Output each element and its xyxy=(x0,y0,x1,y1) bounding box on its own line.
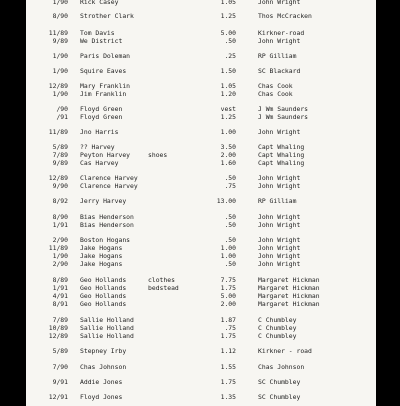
entry-amount: 13.00 xyxy=(216,197,236,205)
entry-date: 9/91 xyxy=(52,378,68,386)
entry-amount: 1.25 xyxy=(220,12,236,20)
entry-name: Chas Johnson xyxy=(80,363,127,371)
entry-name: Geo Hollands xyxy=(80,276,127,284)
ledger-row xyxy=(26,284,376,292)
entry-amount: .50 xyxy=(224,37,236,45)
entry-amount: 2.00 xyxy=(220,300,236,308)
entry-name: Floyd Jones xyxy=(80,393,123,401)
entry-payee: Capt Whaling xyxy=(258,143,305,151)
entry-payee: Kirkner - road xyxy=(258,347,312,355)
entry-payee: RP Gilliam xyxy=(258,197,297,205)
entry-name: Boston Hogans xyxy=(80,236,131,244)
entry-name: Sallie Holland xyxy=(80,316,134,324)
entry-payee: John Wright xyxy=(258,252,301,260)
ledger-row xyxy=(26,213,376,221)
entry-amount: .25 xyxy=(224,52,236,60)
entry-name: Clarence Harvey xyxy=(80,182,138,190)
entry-payee: J Wm Saunders xyxy=(258,113,309,121)
entry-payee: Chas Cook xyxy=(258,82,293,90)
entry-date: 1/91 xyxy=(52,221,68,229)
entry-date: 11/89 xyxy=(48,244,68,252)
entry-amount: 1.35 xyxy=(220,393,236,401)
entry-date: 1/90 xyxy=(52,252,68,260)
entry-amount: 3.50 xyxy=(220,143,236,151)
ledger-row xyxy=(26,252,376,260)
entry-date: 1/90 xyxy=(52,67,68,75)
entry-name: Strother Clark xyxy=(80,12,134,20)
entry-amount: .50 xyxy=(224,174,236,182)
entry-name: Sallie Holland xyxy=(80,324,134,332)
entry-amount: 1.00 xyxy=(220,252,236,260)
ledger-row xyxy=(26,324,376,332)
ledger-row xyxy=(26,363,376,371)
ledger-row xyxy=(26,29,376,37)
entry-name: Clarence Harvey xyxy=(80,174,138,182)
ledger-row xyxy=(26,236,376,244)
entry-name: Sallie Holland xyxy=(80,332,134,340)
entry-date: 9/90 xyxy=(52,182,68,190)
entry-name: Jake Hogans xyxy=(80,244,123,252)
entry-name: Bias Henderson xyxy=(80,213,134,221)
entry-date: 8/90 xyxy=(52,213,68,221)
entry-payee: John Wright xyxy=(258,221,301,229)
ledger-row xyxy=(26,113,376,121)
entry-amount: .75 xyxy=(224,182,236,190)
entry-payee: Margaret Hickman xyxy=(258,300,320,308)
entry-payee: Margaret Hickman xyxy=(258,276,320,284)
entry-note: bedstead xyxy=(148,284,179,292)
entry-date: 8/89 xyxy=(52,276,68,284)
entry-amount: .50 xyxy=(224,236,236,244)
entry-amount: 1.50 xyxy=(220,67,236,75)
entry-date: 12/89 xyxy=(48,174,68,182)
entry-amount: 1.87 xyxy=(220,316,236,324)
entry-date: 7/89 xyxy=(52,316,68,324)
entry-amount: 1.00 xyxy=(220,244,236,252)
entry-payee: John Wright xyxy=(258,236,301,244)
entry-date: 2/90 xyxy=(52,236,68,244)
entry-payee: C Chumbley xyxy=(258,332,297,340)
entry-name: Geo Hollands xyxy=(80,300,127,308)
entry-name: Geo Hollands xyxy=(80,292,127,300)
entry-date: 12/91 xyxy=(48,393,68,401)
entry-payee: John Wright xyxy=(258,213,301,221)
entry-payee: Kirkner-road xyxy=(258,29,305,37)
entry-date: 12/89 xyxy=(48,82,68,90)
entry-amount: 1.20 xyxy=(220,90,236,98)
ledger-row xyxy=(26,105,376,113)
entry-amount: 1.60 xyxy=(220,159,236,167)
entry-payee: Capt Whaling xyxy=(258,151,305,159)
entry-payee: Chas Cook xyxy=(258,90,293,98)
entry-payee: SC Blackard xyxy=(258,67,301,75)
ledger-row xyxy=(26,276,376,284)
entry-date: 10/89 xyxy=(48,324,68,332)
entry-date: 11/89 xyxy=(48,29,68,37)
entry-amount: 1.75 xyxy=(220,284,236,292)
entry-payee: SC Chumbley xyxy=(258,393,301,401)
entry-payee: John Wright xyxy=(258,244,301,252)
ledger-row xyxy=(26,143,376,151)
ledger-row xyxy=(26,67,376,75)
entry-amount: .50 xyxy=(224,213,236,221)
entry-amount: 1.55 xyxy=(220,363,236,371)
entry-payee: J Wm Saunders xyxy=(258,105,309,113)
entry-date: 12/89 xyxy=(48,332,68,340)
entry-date: 5/89 xyxy=(52,143,68,151)
entry-payee: Thos McCracken xyxy=(258,12,312,20)
entry-name: Jake Hogans xyxy=(80,252,123,260)
entry-payee: John Wright xyxy=(258,260,301,268)
entry-date: 1/90 xyxy=(52,52,68,60)
entry-payee: John Wright xyxy=(258,0,301,6)
entry-payee: Margaret Hickman xyxy=(258,292,320,300)
entry-date: 1/91 xyxy=(52,284,68,292)
entry-amount: vest xyxy=(220,105,236,113)
ledger-row xyxy=(26,221,376,229)
ledger-row xyxy=(26,174,376,182)
entry-amount: 7.75 xyxy=(220,276,236,284)
ledger-row xyxy=(26,0,376,6)
entry-name: Jerry Harvey xyxy=(80,197,127,205)
entry-payee: SC Chumbley xyxy=(258,378,301,386)
ledger-row xyxy=(26,52,376,60)
entry-amount: 1.75 xyxy=(220,378,236,386)
entry-name: Squire Eaves xyxy=(80,67,127,75)
entry-date: 2/90 xyxy=(52,260,68,268)
entry-date: 4/91 xyxy=(52,292,68,300)
entry-amount: 1.05 xyxy=(220,0,236,6)
entry-name: Geo Hollands xyxy=(80,284,127,292)
entry-name: We District xyxy=(80,37,123,45)
ledger-row xyxy=(26,12,376,20)
entry-payee: Chas Johnson xyxy=(258,363,305,371)
ledger-row xyxy=(26,332,376,340)
entry-name: Floyd Green xyxy=(80,105,123,113)
entry-note: shoes xyxy=(148,151,168,159)
entry-amount: .50 xyxy=(224,221,236,229)
entry-payee: C Chumbley xyxy=(258,316,297,324)
entry-payee: John Wright xyxy=(258,37,301,45)
entry-payee: RP Gilliam xyxy=(258,52,297,60)
entry-name: Bias Henderson xyxy=(80,221,134,229)
entry-note: clothes xyxy=(148,276,175,284)
ledger-row xyxy=(26,378,376,386)
entry-date: 11/89 xyxy=(48,128,68,136)
entry-date: /91 xyxy=(56,113,68,121)
entry-name: Stepney Irby xyxy=(80,347,127,355)
entry-payee: John Wright xyxy=(258,128,301,136)
entry-date: 8/90 xyxy=(52,12,68,20)
entry-name: ?? Harvey xyxy=(80,143,115,151)
entry-name: Tom Davis xyxy=(80,29,115,37)
entry-amount: .75 xyxy=(224,324,236,332)
entry-name: Jake Hogans xyxy=(80,260,123,268)
entry-amount: 1.75 xyxy=(220,332,236,340)
ledger-row xyxy=(26,82,376,90)
entry-name: Paris Doleman xyxy=(80,52,131,60)
ledger-row xyxy=(26,260,376,268)
entry-amount: 1.05 xyxy=(220,82,236,90)
entry-name: Jim Franklin xyxy=(80,90,127,98)
entry-date: 5/89 xyxy=(52,347,68,355)
entry-name: Addie Jones xyxy=(80,378,123,386)
entry-date: 8/91 xyxy=(52,300,68,308)
entry-payee: Margaret Hickman xyxy=(258,284,320,292)
entry-date: 8/92 xyxy=(52,197,68,205)
entry-date: 9/89 xyxy=(52,37,68,45)
ledger-page xyxy=(26,0,376,406)
entry-payee: C Chumbley xyxy=(258,324,297,332)
entry-name: Rick Casey xyxy=(80,0,119,6)
entry-payee: John Wright xyxy=(258,182,301,190)
entry-amount: 2.00 xyxy=(220,151,236,159)
entry-amount: 1.12 xyxy=(220,347,236,355)
entry-name: Jno Harris xyxy=(80,128,119,136)
entry-payee: John Wright xyxy=(258,174,301,182)
entry-date: 7/90 xyxy=(52,363,68,371)
entry-amount: 1.25 xyxy=(220,113,236,121)
entry-name: Floyd Green xyxy=(80,113,123,121)
ledger-row xyxy=(26,316,376,324)
entry-amount: .50 xyxy=(224,260,236,268)
entry-date: 1/90 xyxy=(52,0,68,6)
entry-name: Mary Franklin xyxy=(80,82,131,90)
ledger-row xyxy=(26,300,376,308)
entry-amount: 5.00 xyxy=(220,29,236,37)
entry-payee: Capt Whaling xyxy=(258,159,305,167)
ledger-row xyxy=(26,244,376,252)
ledger-row xyxy=(26,90,376,98)
entry-date: 7/89 xyxy=(52,151,68,159)
entry-name: Cas Harvey xyxy=(80,159,119,167)
ledger-row xyxy=(26,128,376,136)
entry-date: /90 xyxy=(56,105,68,113)
ledger-row xyxy=(26,347,376,355)
entry-date: 1/90 xyxy=(52,90,68,98)
ledger-row xyxy=(26,151,376,159)
entry-amount: 1.00 xyxy=(220,128,236,136)
ledger-row xyxy=(26,292,376,300)
ledger-row xyxy=(26,37,376,45)
entry-date: 9/89 xyxy=(52,159,68,167)
ledger-row xyxy=(26,159,376,167)
ledger-row xyxy=(26,182,376,190)
ledger-row xyxy=(26,197,376,205)
entry-amount: 5.00 xyxy=(220,292,236,300)
entry-name: Peyton Harvey xyxy=(80,151,131,159)
